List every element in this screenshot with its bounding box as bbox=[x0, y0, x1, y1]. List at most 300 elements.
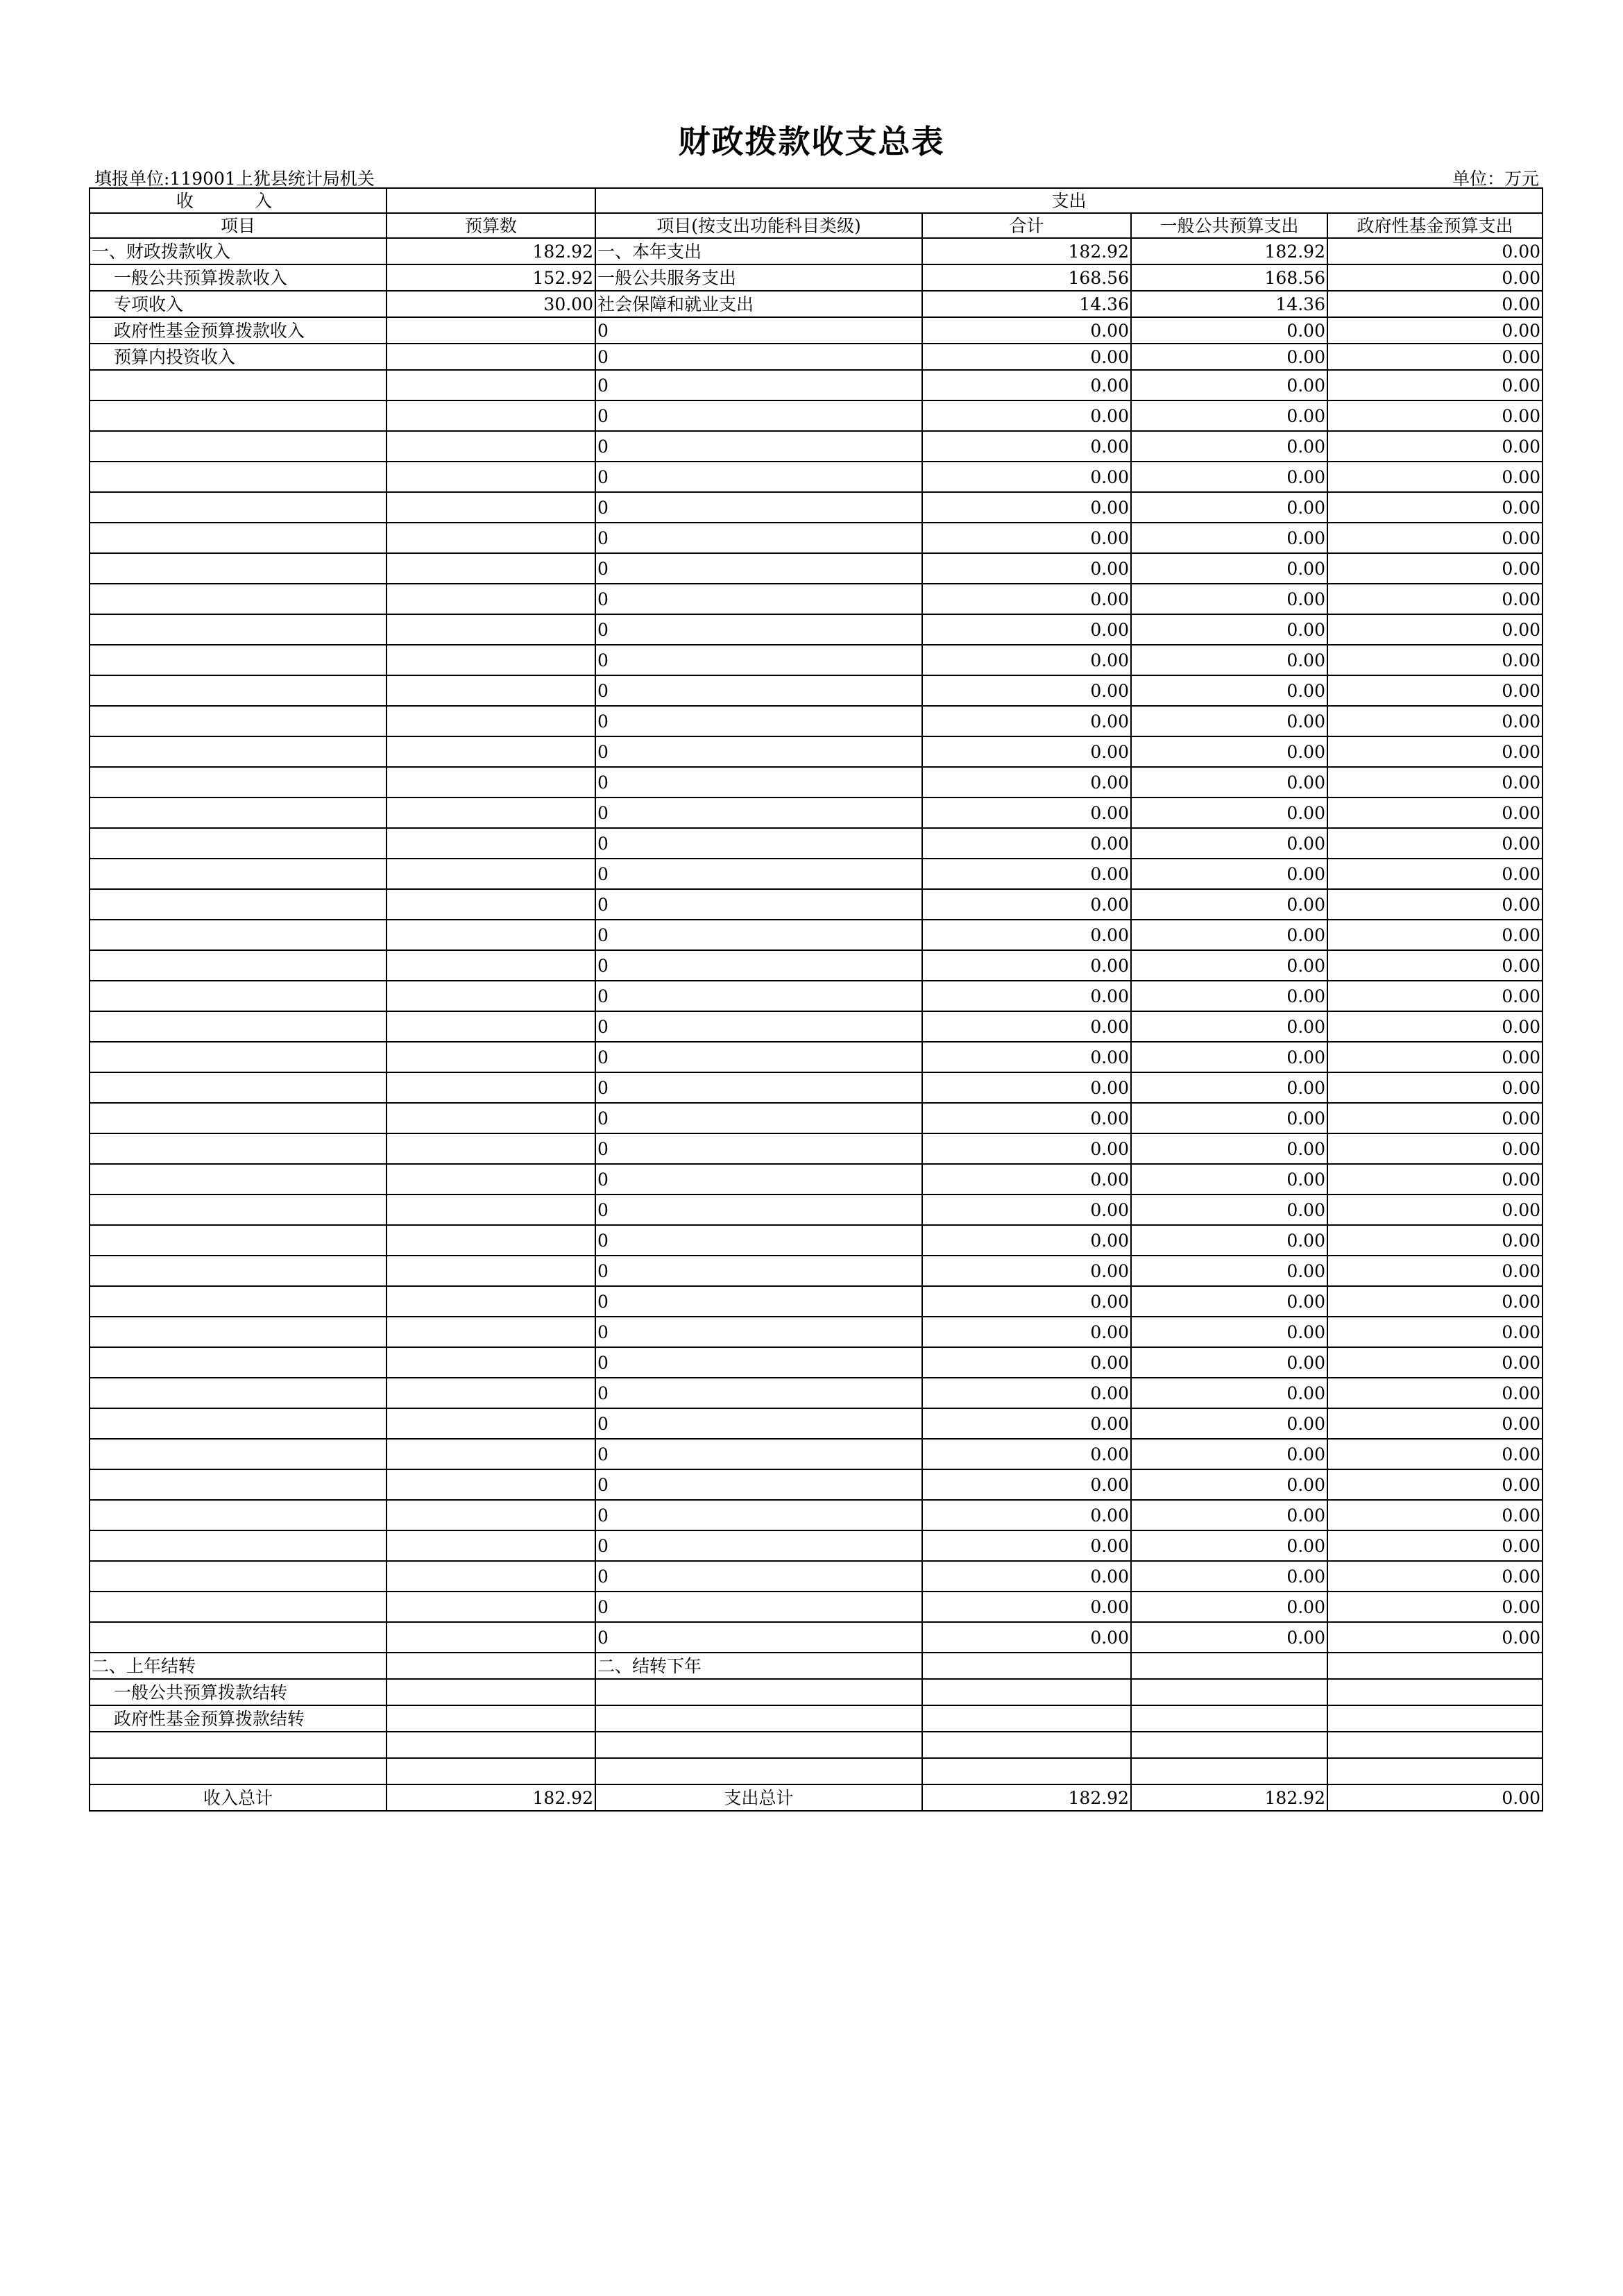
carry-total bbox=[922, 1732, 1131, 1758]
currency-unit: 单位：万元 bbox=[1452, 169, 1539, 189]
expense-total-cell: 0.00 bbox=[922, 950, 1131, 981]
expense-item-cell: 0 bbox=[595, 1530, 922, 1561]
table-row bbox=[90, 767, 1543, 797]
expense-fund-cell: 0.00 bbox=[1327, 950, 1543, 981]
table-row bbox=[90, 1408, 1543, 1439]
income-budget-cell bbox=[386, 797, 595, 828]
expense-total-cell: 0.00 bbox=[922, 1103, 1131, 1133]
income-budget-cell: 152.92 bbox=[386, 264, 595, 291]
carry-expense-item: 二、结转下年 bbox=[595, 1653, 922, 1679]
expense-total-cell: 0.00 bbox=[922, 1347, 1131, 1378]
income-item-cell bbox=[90, 1622, 386, 1653]
expense-total-cell: 0.00 bbox=[922, 1592, 1131, 1622]
income-budget-cell bbox=[386, 1286, 595, 1317]
table-row bbox=[90, 1561, 1543, 1592]
expense-total-cell: 0.00 bbox=[922, 645, 1131, 675]
expense-general-cell: 0.00 bbox=[1131, 981, 1327, 1011]
expense-general-cell: 0.00 bbox=[1131, 797, 1327, 828]
expense-total-cell: 0.00 bbox=[922, 889, 1131, 920]
income-item-cell bbox=[90, 400, 386, 431]
expense-total-cell: 0.00 bbox=[922, 767, 1131, 797]
expense-item-cell: 0 bbox=[595, 1622, 922, 1653]
expense-general-cell: 0.00 bbox=[1131, 492, 1327, 523]
income-budget-cell bbox=[386, 523, 595, 553]
expense-general-cell: 0.00 bbox=[1131, 1164, 1327, 1195]
carry-total bbox=[922, 1653, 1131, 1679]
expense-fund-cell: 0.00 bbox=[1327, 797, 1543, 828]
income-total-value: 182.92 bbox=[386, 1784, 595, 1811]
carry-expense-item bbox=[595, 1679, 922, 1705]
income-budget-cell bbox=[386, 614, 595, 645]
income-item-cell: 一般公共预算拨款收入 bbox=[90, 264, 386, 291]
income-section-header: 收 入 bbox=[90, 188, 386, 213]
income-item-cell bbox=[90, 1347, 386, 1378]
expense-fund-cell: 0.00 bbox=[1327, 1500, 1543, 1530]
table-row bbox=[90, 291, 1543, 317]
expense-fund-cell: 0.00 bbox=[1327, 553, 1543, 584]
expense-section-header: 支出 bbox=[595, 188, 1543, 213]
expense-total-cell: 0.00 bbox=[922, 1011, 1131, 1042]
income-budget-cell bbox=[386, 645, 595, 675]
expense-fund-cell: 0.00 bbox=[1327, 1317, 1543, 1347]
table-row bbox=[90, 492, 1543, 523]
expense-item-cell: 0 bbox=[595, 1439, 922, 1469]
expense-item-cell: 0 bbox=[595, 1286, 922, 1317]
expense-total-cell: 0.00 bbox=[922, 553, 1131, 584]
expense-total-cell: 0.00 bbox=[922, 1317, 1131, 1347]
expense-item-cell: 0 bbox=[595, 1042, 922, 1072]
carry-general bbox=[1131, 1679, 1327, 1705]
table-row bbox=[90, 736, 1543, 767]
expense-fund-cell: 0.00 bbox=[1327, 1347, 1543, 1378]
expense-item-cell: 0 bbox=[595, 645, 922, 675]
expense-general-cell: 0.00 bbox=[1131, 859, 1327, 889]
income-budget-cell bbox=[386, 1011, 595, 1042]
expense-item-cell: 一、本年支出 bbox=[595, 238, 922, 264]
expense-general-cell: 14.36 bbox=[1131, 291, 1327, 317]
income-budget-cell bbox=[386, 1317, 595, 1347]
expense-general-cell: 0.00 bbox=[1131, 645, 1327, 675]
income-budget-cell bbox=[386, 1072, 595, 1103]
carry-income-value bbox=[386, 1758, 595, 1784]
carry-income-value bbox=[386, 1653, 595, 1679]
income-item-cell bbox=[90, 767, 386, 797]
table-row bbox=[90, 344, 1543, 370]
expense-total-cell: 0.00 bbox=[922, 736, 1131, 767]
expense-general-cell: 0.00 bbox=[1131, 889, 1327, 920]
table-row bbox=[90, 859, 1543, 889]
table-row bbox=[90, 1072, 1543, 1103]
expense-total-cell: 0.00 bbox=[922, 981, 1131, 1011]
expense-item-cell: 0 bbox=[595, 1103, 922, 1133]
income-item-cell bbox=[90, 1256, 386, 1286]
expense-fund-cell: 0.00 bbox=[1327, 1378, 1543, 1408]
carry-row bbox=[90, 1758, 1543, 1784]
expense-general-cell: 0.00 bbox=[1131, 370, 1327, 400]
table-row bbox=[90, 828, 1543, 859]
expense-fund-cell: 0.00 bbox=[1327, 1195, 1543, 1225]
expense-general-cell: 0.00 bbox=[1131, 1072, 1327, 1103]
expense-item-cell: 0 bbox=[595, 920, 922, 950]
expense-general-cell: 0.00 bbox=[1131, 1622, 1327, 1653]
expense-general-cell: 0.00 bbox=[1131, 584, 1327, 614]
carry-general bbox=[1131, 1732, 1327, 1758]
income-budget-cell bbox=[386, 920, 595, 950]
income-budget-cell bbox=[386, 400, 595, 431]
expense-fund-cell: 0.00 bbox=[1327, 767, 1543, 797]
income-item-cell bbox=[90, 1195, 386, 1225]
income-item-cell bbox=[90, 1011, 386, 1042]
header-row-2 bbox=[90, 213, 1543, 238]
expense-item-cell: 0 bbox=[595, 1469, 922, 1500]
expense-item-cell: 0 bbox=[595, 553, 922, 584]
expense-item-cell: 0 bbox=[595, 1592, 922, 1622]
expense-fund-cell: 0.00 bbox=[1327, 1286, 1543, 1317]
expense-fund-cell: 0.00 bbox=[1327, 1072, 1543, 1103]
expense-general-cell: 0.00 bbox=[1131, 1469, 1327, 1500]
table-row bbox=[90, 1530, 1543, 1561]
income-item-cell bbox=[90, 1286, 386, 1317]
expense-total-cell: 0.00 bbox=[922, 1164, 1131, 1195]
table-row bbox=[90, 1286, 1543, 1317]
income-item-cell bbox=[90, 1225, 386, 1256]
expense-fund-cell: 0.00 bbox=[1327, 370, 1543, 400]
carry-total bbox=[922, 1705, 1131, 1732]
table-row bbox=[90, 400, 1543, 431]
expense-item-cell: 0 bbox=[595, 1317, 922, 1347]
income-item-cell bbox=[90, 1408, 386, 1439]
income-item-cell bbox=[90, 675, 386, 706]
expense-item-cell: 0 bbox=[595, 523, 922, 553]
expense-total-cell: 0.00 bbox=[922, 614, 1131, 645]
expense-general-cell: 0.00 bbox=[1131, 675, 1327, 706]
income-item-cell bbox=[90, 950, 386, 981]
expense-general-cell: 0.00 bbox=[1131, 706, 1327, 736]
expense-general-cell: 0.00 bbox=[1131, 462, 1327, 492]
expense-item-cell: 0 bbox=[595, 1256, 922, 1286]
carry-row bbox=[90, 1679, 1543, 1705]
expense-total-sum: 182.92 bbox=[922, 1784, 1131, 1811]
income-budget-cell bbox=[386, 736, 595, 767]
expense-total-cell: 0.00 bbox=[922, 462, 1131, 492]
table-row bbox=[90, 1103, 1543, 1133]
expense-fund-cell: 0.00 bbox=[1327, 828, 1543, 859]
expense-item-cell: 0 bbox=[595, 1378, 922, 1408]
table-row bbox=[90, 889, 1543, 920]
carry-income-item bbox=[90, 1758, 386, 1784]
income-budget-cell bbox=[386, 859, 595, 889]
expense-total-cell: 0.00 bbox=[922, 317, 1131, 344]
expense-general-cell: 0.00 bbox=[1131, 1195, 1327, 1225]
expense-total-cell: 182.92 bbox=[922, 238, 1131, 264]
expense-item-cell: 0 bbox=[595, 981, 922, 1011]
col-header-general: 一般公共预算支出 bbox=[1131, 213, 1327, 238]
income-item-cell bbox=[90, 706, 386, 736]
expense-item-cell: 0 bbox=[595, 675, 922, 706]
carry-income-item: 一般公共预算拨款结转 bbox=[90, 1679, 386, 1705]
expense-total-cell: 0.00 bbox=[922, 1408, 1131, 1439]
income-item-cell bbox=[90, 889, 386, 920]
expense-general-cell: 0.00 bbox=[1131, 767, 1327, 797]
expense-total-cell: 0.00 bbox=[922, 675, 1131, 706]
expense-item-cell: 0 bbox=[595, 370, 922, 400]
expense-general-cell: 0.00 bbox=[1131, 1225, 1327, 1256]
income-item-cell: 政府性基金预算拨款收入 bbox=[90, 317, 386, 344]
carry-income-value bbox=[386, 1679, 595, 1705]
expense-general-cell: 0.00 bbox=[1131, 1042, 1327, 1072]
expense-total-cell: 0.00 bbox=[922, 1378, 1131, 1408]
carry-row bbox=[90, 1732, 1543, 1758]
expense-total-cell: 0.00 bbox=[922, 1500, 1131, 1530]
expense-total-cell: 0.00 bbox=[922, 1530, 1131, 1561]
expense-item-cell: 0 bbox=[595, 1072, 922, 1103]
expense-general-cell: 0.00 bbox=[1131, 1286, 1327, 1317]
income-item-cell bbox=[90, 1133, 386, 1164]
income-budget-cell bbox=[386, 344, 595, 370]
carry-row bbox=[90, 1653, 1543, 1679]
col-header-total: 合计 bbox=[922, 213, 1131, 238]
income-budget-cell bbox=[386, 370, 595, 400]
expense-item-cell: 0 bbox=[595, 1133, 922, 1164]
expense-item-cell: 0 bbox=[595, 1164, 922, 1195]
expense-item-cell: 0 bbox=[595, 1347, 922, 1378]
expense-item-cell: 0 bbox=[595, 889, 922, 920]
carry-income-value bbox=[386, 1732, 595, 1758]
income-item-cell: 一、财政拨款收入 bbox=[90, 238, 386, 264]
expense-general-cell: 182.92 bbox=[1131, 238, 1327, 264]
expense-fund-cell: 0.00 bbox=[1327, 1164, 1543, 1195]
expense-fund-cell: 0.00 bbox=[1327, 1561, 1543, 1592]
income-budget-cell bbox=[386, 1225, 595, 1256]
expense-fund-cell: 0.00 bbox=[1327, 920, 1543, 950]
income-budget-cell bbox=[386, 1042, 595, 1072]
expense-fund-cell: 0.00 bbox=[1327, 614, 1543, 645]
expense-fund-cell: 0.00 bbox=[1327, 431, 1543, 462]
expense-item-cell: 0 bbox=[595, 1011, 922, 1042]
expense-general-cell: 0.00 bbox=[1131, 1439, 1327, 1469]
income-budget-cell bbox=[386, 1622, 595, 1653]
table-row bbox=[90, 1042, 1543, 1072]
income-budget-cell bbox=[386, 1347, 595, 1378]
expense-item-cell: 0 bbox=[595, 1408, 922, 1439]
expense-general-cell: 0.00 bbox=[1131, 523, 1327, 553]
table-row bbox=[90, 920, 1543, 950]
expense-item-cell: 0 bbox=[595, 317, 922, 344]
col-header-fund: 政府性基金预算支出 bbox=[1327, 213, 1543, 238]
expense-item-cell: 0 bbox=[595, 859, 922, 889]
table-row bbox=[90, 1592, 1543, 1622]
expense-general-cell: 0.00 bbox=[1131, 1408, 1327, 1439]
expense-fund-cell: 0.00 bbox=[1327, 317, 1543, 344]
table-row bbox=[90, 431, 1543, 462]
income-item-cell bbox=[90, 1072, 386, 1103]
carry-fund bbox=[1327, 1679, 1543, 1705]
expense-total-cell: 0.00 bbox=[922, 1133, 1131, 1164]
expense-item-cell: 0 bbox=[595, 1195, 922, 1225]
expense-total-cell: 0.00 bbox=[922, 1256, 1131, 1286]
expense-item-cell: 0 bbox=[595, 344, 922, 370]
expense-fund-cell: 0.00 bbox=[1327, 1622, 1543, 1653]
income-item-cell: 专项收入 bbox=[90, 291, 386, 317]
table-row bbox=[90, 950, 1543, 981]
reporting-unit: 填报单位:119001上犹县统计局机关 bbox=[94, 169, 375, 189]
table-row bbox=[90, 1500, 1543, 1530]
expense-total-cell: 0.00 bbox=[922, 1072, 1131, 1103]
expense-total-cell: 0.00 bbox=[922, 1561, 1131, 1592]
table-row bbox=[90, 264, 1543, 291]
expense-general-cell: 0.00 bbox=[1131, 828, 1327, 859]
expense-total-cell: 0.00 bbox=[922, 1439, 1131, 1469]
carry-row bbox=[90, 1705, 1543, 1732]
income-budget-cell bbox=[386, 1164, 595, 1195]
col-header-budget: 预算数 bbox=[386, 213, 595, 238]
expense-fund-cell: 0.00 bbox=[1327, 859, 1543, 889]
income-budget-cell bbox=[386, 1378, 595, 1408]
income-item-cell bbox=[90, 1469, 386, 1500]
income-budget-cell bbox=[386, 1439, 595, 1469]
income-item-cell bbox=[90, 492, 386, 523]
expense-total-cell: 0.00 bbox=[922, 523, 1131, 553]
expense-fund-cell: 0.00 bbox=[1327, 584, 1543, 614]
carry-general bbox=[1131, 1758, 1327, 1784]
expense-general-cell: 0.00 bbox=[1131, 1317, 1327, 1347]
expense-total-cell: 0.00 bbox=[922, 370, 1131, 400]
expense-fund-cell: 0.00 bbox=[1327, 981, 1543, 1011]
expense-general-cell: 0.00 bbox=[1131, 1011, 1327, 1042]
expense-general-cell: 0.00 bbox=[1131, 920, 1327, 950]
table-row bbox=[90, 1317, 1543, 1347]
table-row bbox=[90, 1256, 1543, 1286]
expense-general-cell: 0.00 bbox=[1131, 1592, 1327, 1622]
table-row bbox=[90, 462, 1543, 492]
table-row bbox=[90, 370, 1543, 400]
expense-item-cell: 0 bbox=[595, 950, 922, 981]
expense-general-cell: 0.00 bbox=[1131, 950, 1327, 981]
expense-total-cell: 0.00 bbox=[922, 828, 1131, 859]
col-header-exp-item: 项目(按支出功能科目类级) bbox=[595, 213, 922, 238]
income-item-cell bbox=[90, 1561, 386, 1592]
table-row bbox=[90, 797, 1543, 828]
expense-item-cell: 0 bbox=[595, 1500, 922, 1530]
income-budget-cell bbox=[386, 889, 595, 920]
expense-item-cell: 0 bbox=[595, 736, 922, 767]
expense-fund-cell: 0.00 bbox=[1327, 462, 1543, 492]
carry-general bbox=[1131, 1653, 1327, 1679]
expense-general-cell: 0.00 bbox=[1131, 317, 1327, 344]
expense-item-cell: 0 bbox=[595, 584, 922, 614]
expense-total-cell: 0.00 bbox=[922, 1286, 1131, 1317]
income-budget-cell bbox=[386, 981, 595, 1011]
table-row bbox=[90, 706, 1543, 736]
income-budget-cell bbox=[386, 1592, 595, 1622]
carry-expense-item bbox=[595, 1732, 922, 1758]
expense-total-cell: 0.00 bbox=[922, 584, 1131, 614]
carry-income-value bbox=[386, 1705, 595, 1732]
table-row bbox=[90, 317, 1543, 344]
expense-general-cell: 0.00 bbox=[1131, 1103, 1327, 1133]
carry-fund bbox=[1327, 1758, 1543, 1784]
expense-general-cell: 0.00 bbox=[1131, 431, 1327, 462]
expense-item-cell: 0 bbox=[595, 492, 922, 523]
income-budget-cell bbox=[386, 584, 595, 614]
expense-general-cell: 0.00 bbox=[1131, 1500, 1327, 1530]
income-item-cell bbox=[90, 1500, 386, 1530]
income-budget-cell bbox=[386, 828, 595, 859]
expense-item-cell: 0 bbox=[595, 797, 922, 828]
expense-fund-cell: 0.00 bbox=[1327, 1225, 1543, 1256]
expense-fund-cell: 0.00 bbox=[1327, 1530, 1543, 1561]
expense-item-cell: 0 bbox=[595, 431, 922, 462]
expense-fund-sum: 0.00 bbox=[1327, 1784, 1543, 1811]
income-budget-cell: 30.00 bbox=[386, 291, 595, 317]
income-budget-cell bbox=[386, 1256, 595, 1286]
income-budget-cell bbox=[386, 950, 595, 981]
expense-fund-cell: 0.00 bbox=[1327, 523, 1543, 553]
totals-row bbox=[90, 1784, 1543, 1811]
income-item-cell bbox=[90, 1439, 386, 1469]
income-item-cell bbox=[90, 523, 386, 553]
expense-total-label: 支出总计 bbox=[595, 1784, 922, 1811]
income-budget-cell bbox=[386, 1469, 595, 1500]
income-item-cell bbox=[90, 1317, 386, 1347]
budget-table bbox=[89, 187, 1543, 1812]
expense-general-cell: 0.00 bbox=[1131, 1378, 1327, 1408]
expense-fund-cell: 0.00 bbox=[1327, 645, 1543, 675]
table-row bbox=[90, 1469, 1543, 1500]
income-item-cell bbox=[90, 553, 386, 584]
income-total-label: 收入总计 bbox=[90, 1784, 386, 1811]
income-item-cell bbox=[90, 1592, 386, 1622]
carry-fund bbox=[1327, 1732, 1543, 1758]
expense-fund-cell: 0.00 bbox=[1327, 736, 1543, 767]
table-row bbox=[90, 1378, 1543, 1408]
income-budget-cell bbox=[386, 462, 595, 492]
expense-general-cell: 0.00 bbox=[1131, 614, 1327, 645]
expense-general-cell: 0.00 bbox=[1131, 1347, 1327, 1378]
table-row bbox=[90, 553, 1543, 584]
income-item-cell bbox=[90, 797, 386, 828]
expense-general-cell: 0.00 bbox=[1131, 1133, 1327, 1164]
expense-fund-cell: 0.00 bbox=[1327, 400, 1543, 431]
income-item-cell bbox=[90, 645, 386, 675]
expense-fund-cell: 0.00 bbox=[1327, 1011, 1543, 1042]
table-row bbox=[90, 675, 1543, 706]
expense-total-cell: 0.00 bbox=[922, 1225, 1131, 1256]
carry-fund bbox=[1327, 1705, 1543, 1732]
expense-fund-cell: 0.00 bbox=[1327, 1133, 1543, 1164]
income-item-cell bbox=[90, 1530, 386, 1561]
carry-total bbox=[922, 1758, 1131, 1784]
expense-fund-cell: 0.00 bbox=[1327, 675, 1543, 706]
expense-total-cell: 0.00 bbox=[922, 1469, 1131, 1500]
expense-fund-cell: 0.00 bbox=[1327, 889, 1543, 920]
expense-total-cell: 0.00 bbox=[922, 706, 1131, 736]
carry-income-item: 政府性基金预算拨款结转 bbox=[90, 1705, 386, 1732]
expense-item-cell: 0 bbox=[595, 462, 922, 492]
income-budget-cell bbox=[386, 1561, 595, 1592]
expense-total-cell: 0.00 bbox=[922, 1195, 1131, 1225]
income-item-cell bbox=[90, 1164, 386, 1195]
income-item-cell bbox=[90, 431, 386, 462]
income-budget-cell bbox=[386, 1133, 595, 1164]
table-row bbox=[90, 523, 1543, 553]
income-budget-cell bbox=[386, 675, 595, 706]
income-budget-cell bbox=[386, 1500, 595, 1530]
income-budget-cell bbox=[386, 1195, 595, 1225]
expense-total-cell: 0.00 bbox=[922, 344, 1131, 370]
table-row bbox=[90, 645, 1543, 675]
income-item-cell bbox=[90, 981, 386, 1011]
